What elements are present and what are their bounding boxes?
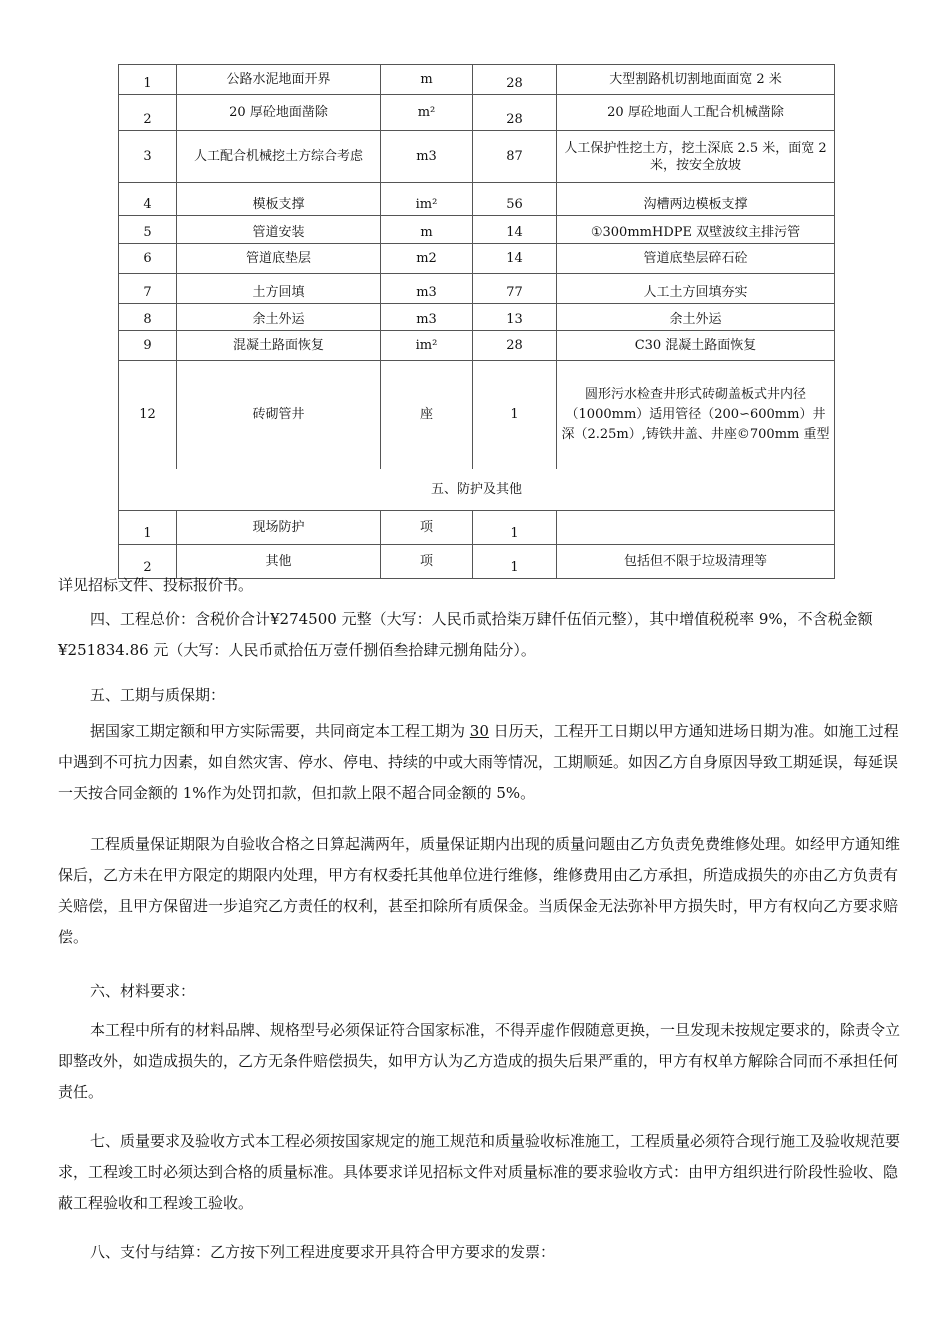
cell-desc: 人工保护性挖土方，挖土深底 2.5 米，面宽 2 米，按安全放坡 <box>557 131 835 183</box>
table-row <box>119 95 835 131</box>
cell-item: 公路水泥地面开界 <box>177 65 381 95</box>
cell-no: 8 <box>119 304 177 331</box>
section-row <box>119 469 835 511</box>
cell-unit: m <box>381 65 473 95</box>
cell-item: 管道安装 <box>177 216 381 244</box>
cell-no: 4 <box>119 183 177 216</box>
cell-no: 12 <box>119 361 177 469</box>
materials-paragraph: 本工程中所有的材料品牌、规格型号必须保证符合国家标准，不得弄虚作假随意更换，一旦发现未按规定要求的，除责令立即整改外，如造成损失的，乙方无条件赔偿损失，如甲方认为乙方造成的损失后果严重的，甲方有权单方解除合同而不承担任何责任。 <box>58 1021 901 1101</box>
cell-item: 管道底垫层 <box>177 244 381 274</box>
cell-qty: 77 <box>473 274 557 304</box>
cell-no: 7 <box>119 274 177 304</box>
cell-no: 2 <box>119 95 177 131</box>
cell-qty: 87 <box>473 131 557 183</box>
warranty-paragraph: 工程质量保证期限为自验收合格之日算起满两年，质量保证期内出现的质量问题由乙方负责免费维修处理。如经甲方通知维保后，乙方未在甲方限定的期限内处理，甲方有权委托其他单位进行维修，维修费用由乙方承担，所造成损失的亦由乙方负责有关赔偿，且甲方保留进一步追究乙方责任的权利，甚至扣除所有质保金。当质保金无法弥补甲方损失时，甲方有权向乙方要求赔偿。 <box>58 835 901 946</box>
cell-no: 1 <box>119 511 177 545</box>
cell-unit: m2 <box>381 244 473 274</box>
cell-item: 模板支撑 <box>177 183 381 216</box>
cell-desc: 圆形污水检查井形式砖砌盖板式井内径（1000mm）适用管径（200∽600mm）井深（2.25m）,铸铁井盖、井座©700mm 重型 <box>557 361 835 469</box>
cell-qty: 14 <box>473 244 557 274</box>
cell-unit: m3 <box>381 131 473 183</box>
cell-desc: C30 混凝土路面恢复 <box>557 331 835 361</box>
cell-unit: m² <box>381 95 473 131</box>
cell-qty: 56 <box>473 183 557 216</box>
schedule-days: 30 <box>469 722 489 740</box>
table-row <box>119 131 835 183</box>
cell-desc: 包括但不限于垃圾清理等 <box>557 545 835 579</box>
cell-unit: m3 <box>381 274 473 304</box>
cell-desc: 余土外运 <box>557 304 835 331</box>
heading-materials: 六、材料要求： <box>90 982 196 1000</box>
cell-unit: im² <box>381 183 473 216</box>
table-row <box>119 361 835 469</box>
total-price-paragraph: 四、工程总价：含税价合计¥274500 元整（大写：人民币贰拾柒万肆仟伍佰元整），其中增值税税率 9%，不含税金额¥251834.86 元（大写：人民币贰拾伍万壹仟捌佰叁拾肆元捌角陆分）。 <box>58 610 873 659</box>
cell-qty: 14 <box>473 216 557 244</box>
cell-qty: 1 <box>473 545 557 579</box>
cell-no: 3 <box>119 131 177 183</box>
cell-qty: 28 <box>473 331 557 361</box>
cell-qty: 28 <box>473 65 557 95</box>
heading-schedule-warranty: 五、工期与质保期： <box>90 686 226 704</box>
schedule-text-1: 据国家工期定额和甲方实际需要，共同商定本工程工期为 <box>90 722 470 740</box>
table-row <box>119 183 835 216</box>
table-row <box>119 216 835 244</box>
cell-no: 6 <box>119 244 177 274</box>
works-table <box>118 64 835 579</box>
cell-desc: 沟槽两边模板支撑 <box>557 183 835 216</box>
cell-unit: 座 <box>381 361 473 469</box>
cell-item: 混凝土路面恢复 <box>177 331 381 361</box>
cell-unit: m3 <box>381 304 473 331</box>
cell-no: 5 <box>119 216 177 244</box>
cell-item: 其他 <box>177 545 381 579</box>
cell-desc <box>557 511 835 545</box>
cell-qty: 28 <box>473 95 557 131</box>
cell-desc: 管道底垫层碎石砼 <box>557 244 835 274</box>
table-row <box>119 244 835 274</box>
section-title: 五、防护及其他 <box>119 469 835 511</box>
table-row <box>119 274 835 304</box>
cell-qty: 1 <box>473 511 557 545</box>
cell-desc: ①300mmHDPE 双壁波纹主排污管 <box>557 216 835 244</box>
cell-qty: 1 <box>473 361 557 469</box>
cell-item: 土方回填 <box>177 274 381 304</box>
table-row <box>119 304 835 331</box>
cell-desc: 人工土方回填夯实 <box>557 274 835 304</box>
cell-no: 9 <box>119 331 177 361</box>
cell-no: 1 <box>119 65 177 95</box>
cell-item: 现场防护 <box>177 511 381 545</box>
cell-item: 砖砌管井 <box>177 361 381 469</box>
cell-qty: 13 <box>473 304 557 331</box>
cell-desc: 20 厚砼地面人工配合机械凿除 <box>557 95 835 131</box>
cell-item: 余土外运 <box>177 304 381 331</box>
table-row <box>119 511 835 545</box>
quality-paragraph: 七、质量要求及验收方式本工程必须按国家规定的施工规范和质量验收标准施工，工程质量必须符合现行施工及验收规范要求，工程竣工时必须达到合格的质量标准。具体要求详见招标文件对质量标准的要求验收方式：由甲方组织进行阶段性验收、隐蔽工程验收和工程竣工验收。 <box>58 1132 901 1212</box>
cell-unit: im² <box>381 331 473 361</box>
cell-unit: 项 <box>381 511 473 545</box>
schedule-paragraph <box>58 716 904 809</box>
cell-item: 20 厚砼地面凿除 <box>177 95 381 131</box>
see-docs-note: 详见招标文件、投标报价书。 <box>58 576 254 594</box>
cell-unit: m <box>381 216 473 244</box>
cell-unit: 项 <box>381 545 473 579</box>
table-row <box>119 65 835 95</box>
table-row <box>119 331 835 361</box>
cell-no: 2 <box>119 545 177 579</box>
cell-desc: 大型割路机切割地面面宽 2 米 <box>557 65 835 95</box>
schedule-text-2: 日历天，工程开工日期以甲方通知进场日期为准。如施工过程中遇到不可抗力因素，如自然灾害、停水、停电、持续的中或大雨等情况，工期顺延。如因乙方自身原因导致工期延误，每延误一天按合同金额的 1%作为处罚扣款，但扣款上限不超合同金额的 5%。 <box>58 722 899 802</box>
payment-paragraph: 八、支付与结算：乙方按下列工程进度要求开具符合甲方要求的发票： <box>90 1243 556 1261</box>
cell-item: 人工配合机械挖土方综合考虑 <box>177 131 381 183</box>
